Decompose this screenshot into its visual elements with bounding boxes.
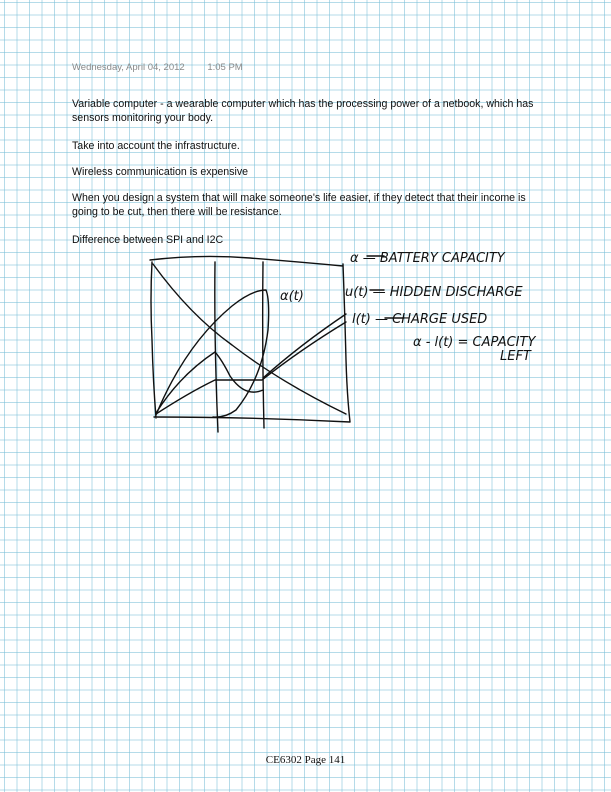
legend-hidden-discharge: u(t) — HIDDEN DISCHARGE [345,285,523,300]
sketch-box [150,256,350,422]
note-timestamp [72,62,243,73]
sketch-divider-right [263,262,264,428]
note-paragraph-5: Difference between SPI and I2C [72,234,224,246]
note-time: 1:05 PM [207,62,243,73]
note-paragraph-1: Variable computer - a wearable computer which has the processing power of a netbook, which has sensors monitoring your body. [72,98,534,124]
sketch-curve-capacity [263,314,346,378]
sketch-curve-u [156,352,263,413]
sketch-curve-alpha [156,290,269,417]
legend-battery-capacity: α — BATTERY CAPACITY [350,251,505,266]
legend-left: LEFT [500,349,531,364]
legend-charge-used: l(t) — CHARGE USED [352,312,488,327]
note-paragraph-3: Wireless communication is expensive [72,166,249,178]
sketch-curve-descending [153,264,346,414]
note-paragraph-4: When you design a system that will make someone's life easier, if they detect that their income is going to be cut, then there will be resistance. [72,192,526,218]
page-footer: CE6302 Page 141 [265,754,346,766]
sketch-label-alpha: α(t) [280,289,304,304]
sketch-divider-left [215,262,218,432]
legend-capacity-left: α - l(t) = CAPACITY [413,335,536,350]
sketch-curve-l [156,322,346,414]
note-paragraph-2: Take into account the infrastructure. [72,140,240,152]
note-date: Wednesday, April 04, 2012 [72,62,185,73]
